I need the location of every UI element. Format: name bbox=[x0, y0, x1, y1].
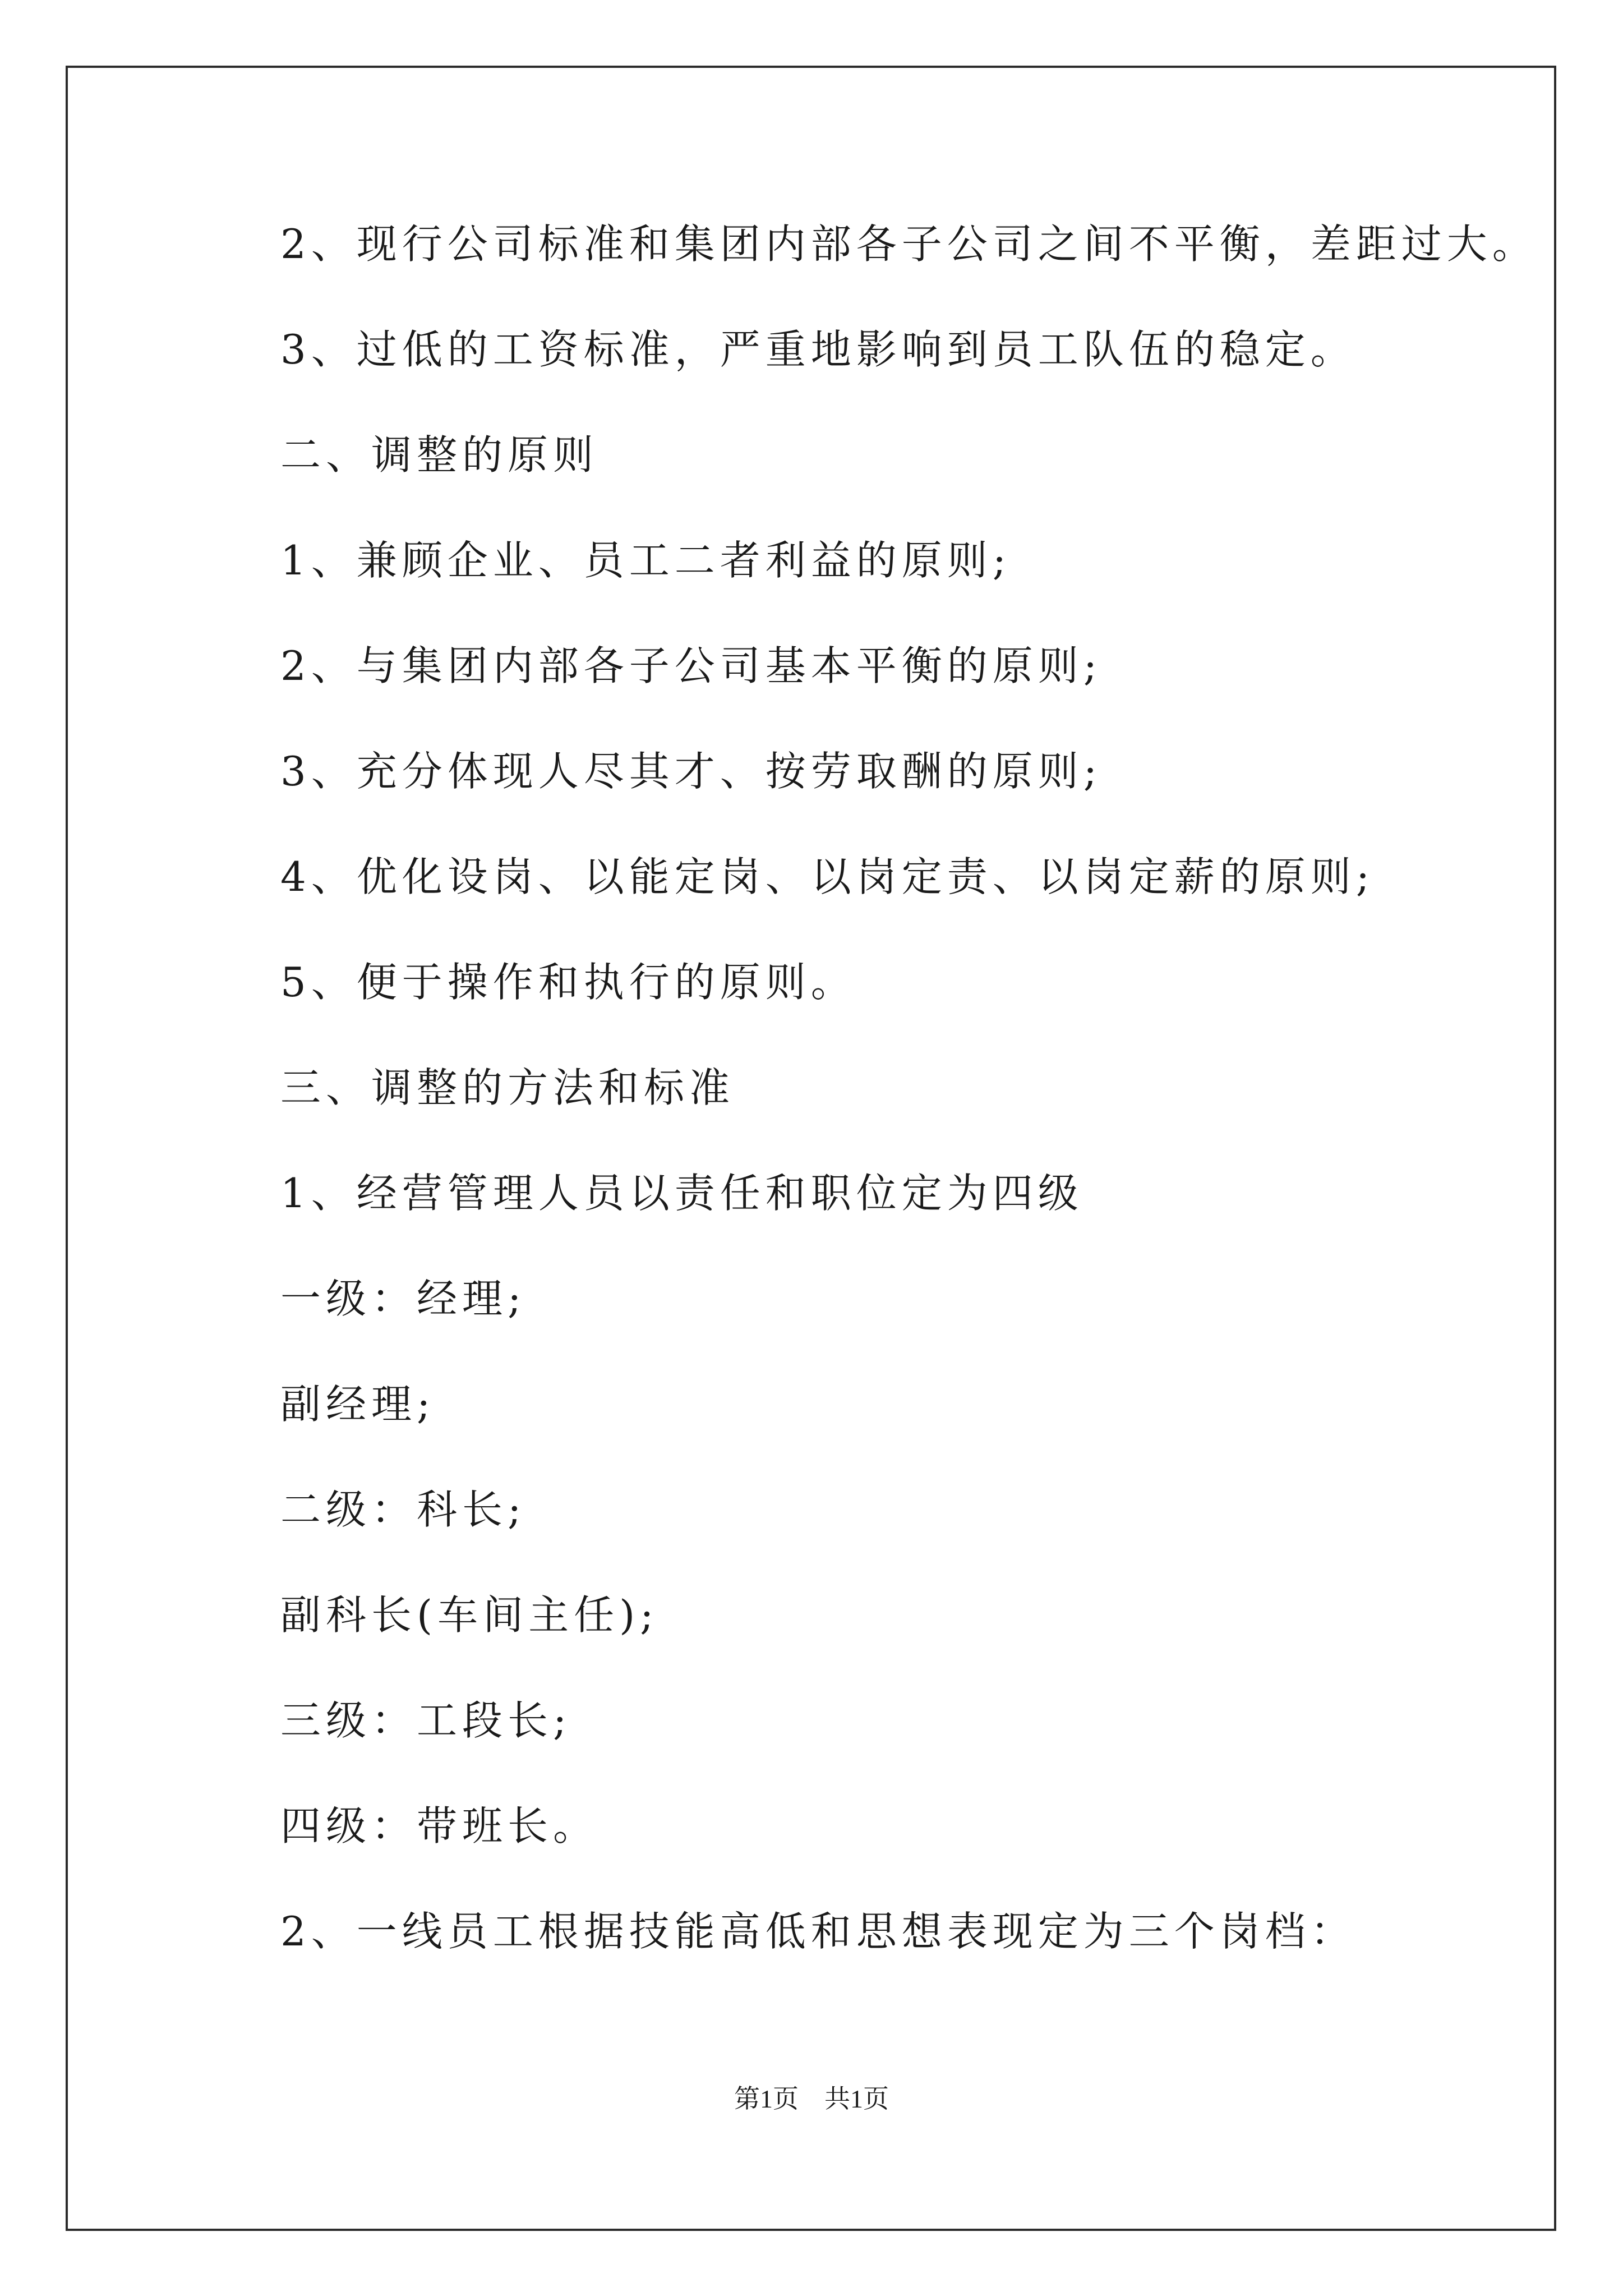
paragraph-line: 二级：科长; bbox=[280, 1486, 527, 1533]
paragraph-line: 2、与集团内部各子公司基本平衡的原则; bbox=[280, 642, 1103, 689]
paragraph-line: 4、优化设岗、以能定岗、以岗定责、以岗定薪的原则; bbox=[280, 853, 1375, 900]
paragraph-line: 3、充分体现人尽其才、按劳取酬的原则; bbox=[280, 748, 1103, 795]
paragraph-line: 1、兼顾企业、员工二者利益的原则; bbox=[280, 537, 1012, 584]
paragraph-line: 一级：经理; bbox=[280, 1275, 527, 1322]
page-number-total: 共1页 bbox=[824, 2085, 889, 2113]
paragraph-line: 2、现行公司标准和集团内部各子公司之间不平衡，差距过大。 bbox=[280, 220, 1538, 268]
page-number-current: 第1页 bbox=[734, 2085, 799, 2113]
paragraph-line: 四级：带班长。 bbox=[280, 1802, 599, 1849]
page-footer bbox=[0, 2078, 1623, 2115]
paragraph-line: 副经理; bbox=[280, 1381, 436, 1428]
paragraph-line: 2、一线员工根据技能高低和思想表现定为三个岗档： bbox=[280, 1908, 1356, 1955]
section-heading: 三、调整的方法和标准 bbox=[280, 1064, 735, 1111]
paragraph-line: 5、便于操作和执行的原则。 bbox=[280, 959, 856, 1006]
paragraph-line: 1、经营管理人员以责任和职位定为四级 bbox=[280, 1170, 1083, 1217]
paragraph-line: 副科长(车间主任); bbox=[280, 1591, 659, 1639]
paragraph-line: 3、过低的工资标准，严重地影响到员工队伍的稳定。 bbox=[280, 326, 1356, 373]
section-heading: 二、调整的原则 bbox=[280, 431, 599, 478]
paragraph-line: 三级：工段长; bbox=[280, 1697, 572, 1744]
